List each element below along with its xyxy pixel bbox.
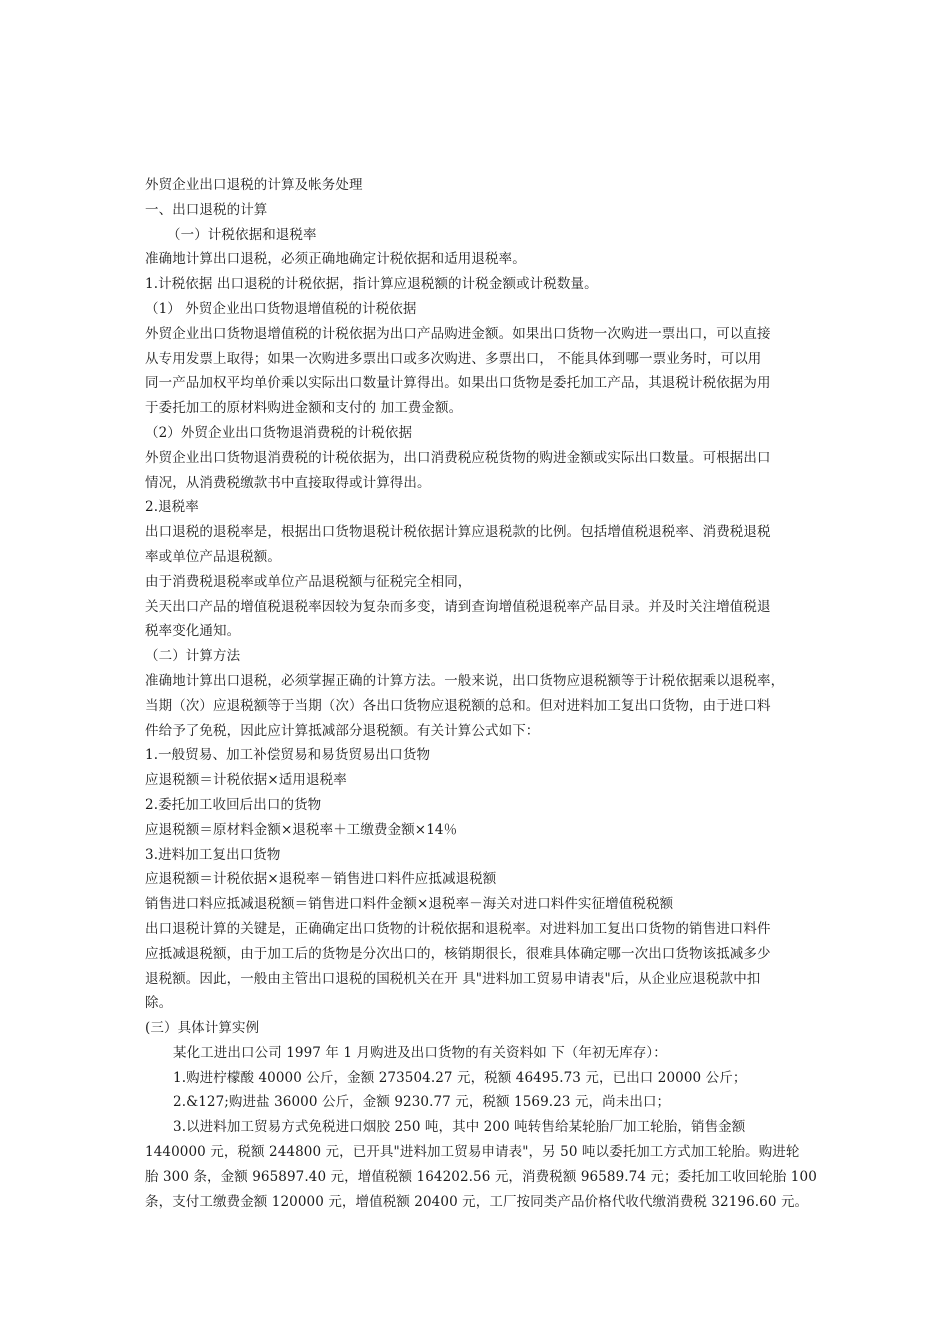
- text-line: 情况，从消费税缴款书中直接取得或计算得出。: [145, 474, 431, 491]
- text-line: (三）具体计算实例: [145, 1020, 260, 1037]
- text-line: 应抵减退税额，由于加工后的货物是分次出口的，核销期很长，很难具体确定哪一次出口货物该抵减多少: [145, 945, 771, 962]
- text-line: 应退税额＝计税依据×退税率－销售进口料件应抵减退税额: [145, 871, 497, 888]
- text-line: 准确地计算出口退税，必须掌握正确的计算方法。一般来说，出口货物应退税额等于计税依据乘以退税率，: [145, 672, 785, 689]
- text-line: 3.进料加工复出口货物: [145, 846, 281, 863]
- text-line: 应退税额＝计税依据×适用退税率: [145, 772, 347, 789]
- text-line: 退税额。因此，一般由主管出口退税的国税机关在开 具"进料加工贸易申请表"后，从企业应退税款中扣: [145, 970, 761, 987]
- document-body: [145, 173, 817, 1214]
- text-line: （一）计税依据和退税率: [167, 226, 317, 243]
- text-line: 除。: [145, 995, 173, 1012]
- text-line: 1.计税依据 出口退税的计税依据，指计算应退税额的计税金额或计税数量。: [145, 276, 598, 293]
- text-line: 出口退税计算的关键是，正确确定出口货物的计税依据和退税率。对进料加工复出口货物的销售进口料件: [145, 920, 771, 937]
- text-line: 2.&127;购进盐 36000 公斤，金额 9230.77 元，税额 1569.23 元，尚未出口；: [173, 1094, 671, 1111]
- text-line: 率或单位产品退税额。: [145, 548, 281, 565]
- text-line: 准确地计算出口退税，必须正确地确定计税依据和适用退税率。: [145, 251, 526, 268]
- text-line: 3.以进料加工贸易方式免税进口烟胶 250 吨，其中 200 吨转售给某轮胎厂加工轮胎，销售金额: [173, 1119, 746, 1136]
- text-line: （二）计算方法: [145, 648, 241, 665]
- text-line: 由于消费税退税率或单位产品退税额与征税完全相同，: [145, 573, 472, 590]
- text-line: 2.退税率: [145, 499, 199, 516]
- text-line: 某化工进出口公司 1997 年 1 月购进及出口货物的有关资料如 下（年初无库存）：: [173, 1044, 667, 1061]
- text-line: 件给予了免税，因此应计算抵减部分退税额。有关计算公式如下：: [145, 722, 540, 739]
- text-line: 销售进口料应抵减退税额＝销售进口料件金额×退税率－海关对进口料件实征增值税税额: [145, 896, 674, 913]
- text-line: 胎 300 条，金额 965897.40 元，增值税额 164202.56 元，消费税额 96589.74 元；委托加工收回轮胎 100: [145, 1168, 817, 1185]
- text-line: 外贸企业出口货物退消费税的计税依据为，出口消费税应税货物的购进金额或实际出口数量。可根据出口: [145, 449, 771, 466]
- text-line: 应退税额＝原材料金额×退税率＋工缴费金额×14％: [145, 821, 458, 838]
- text-line: 当期（次）应退税额等于当期（次）各出口货物应退税额的总和。但对进料加工复出口货物，由于进口料: [145, 697, 771, 714]
- text-line: 同一产品加权平均单价乘以实际出口数量计算得出。如果出口货物是委托加工产品，其退税计税依据为用: [145, 375, 771, 392]
- text-line: 出口退税的退税率是，根据出口货物退税计税依据计算应退税款的比例。包括增值税退税率、消费税退税: [145, 524, 771, 541]
- document-title: 外贸企业出口退税的计算及帐务处理: [145, 177, 363, 193]
- text-line: 从专用发票上取得；如果一次购进多票出口或多次购进、多票出口， 不能具体到哪一票业务时，可以用: [145, 350, 762, 367]
- text-line: 1440000 元，税额 244800 元，已开具"进料加工贸易申请表"，另 50 吨以委托加工方式加工轮胎。购进轮: [145, 1144, 800, 1161]
- text-line: 一、出口退税的计算: [145, 201, 268, 218]
- text-line: 于委托加工的原材料购进金额和支付的 加工费金额。: [145, 400, 463, 417]
- text-line: 外贸企业出口货物退增值税的计税依据为出口产品购进金额。如果出口货物一次购进一票出口，可以直接: [145, 325, 771, 342]
- text-line: 税率变化通知。: [145, 623, 241, 640]
- text-line: 条，支付工缴费金额 120000 元，增值税额 20400 元，工厂按同类产品价格代收代缴消费税 32196.60 元。: [145, 1193, 809, 1210]
- text-line: 1.一般贸易、加工补偿贸易和易货贸易出口货物: [145, 747, 431, 764]
- text-line: 1.购进柠檬酸 40000 公斤，金额 273504.27 元，税额 46495.73 元，已出口 20000 公斤；: [173, 1069, 747, 1086]
- text-line: （1） 外贸企业出口货物退增值税的计税依据: [145, 300, 417, 317]
- text-line: 关天出口产品的增值税退税率因较为复杂而多变，请到查询增值税退税率产品目录。并及时关注增值税退: [145, 598, 771, 615]
- text-line: 2.委托加工收回后出口的货物: [145, 796, 322, 813]
- text-line: （2）外贸企业出口货物退消费税的计税依据: [145, 424, 413, 441]
